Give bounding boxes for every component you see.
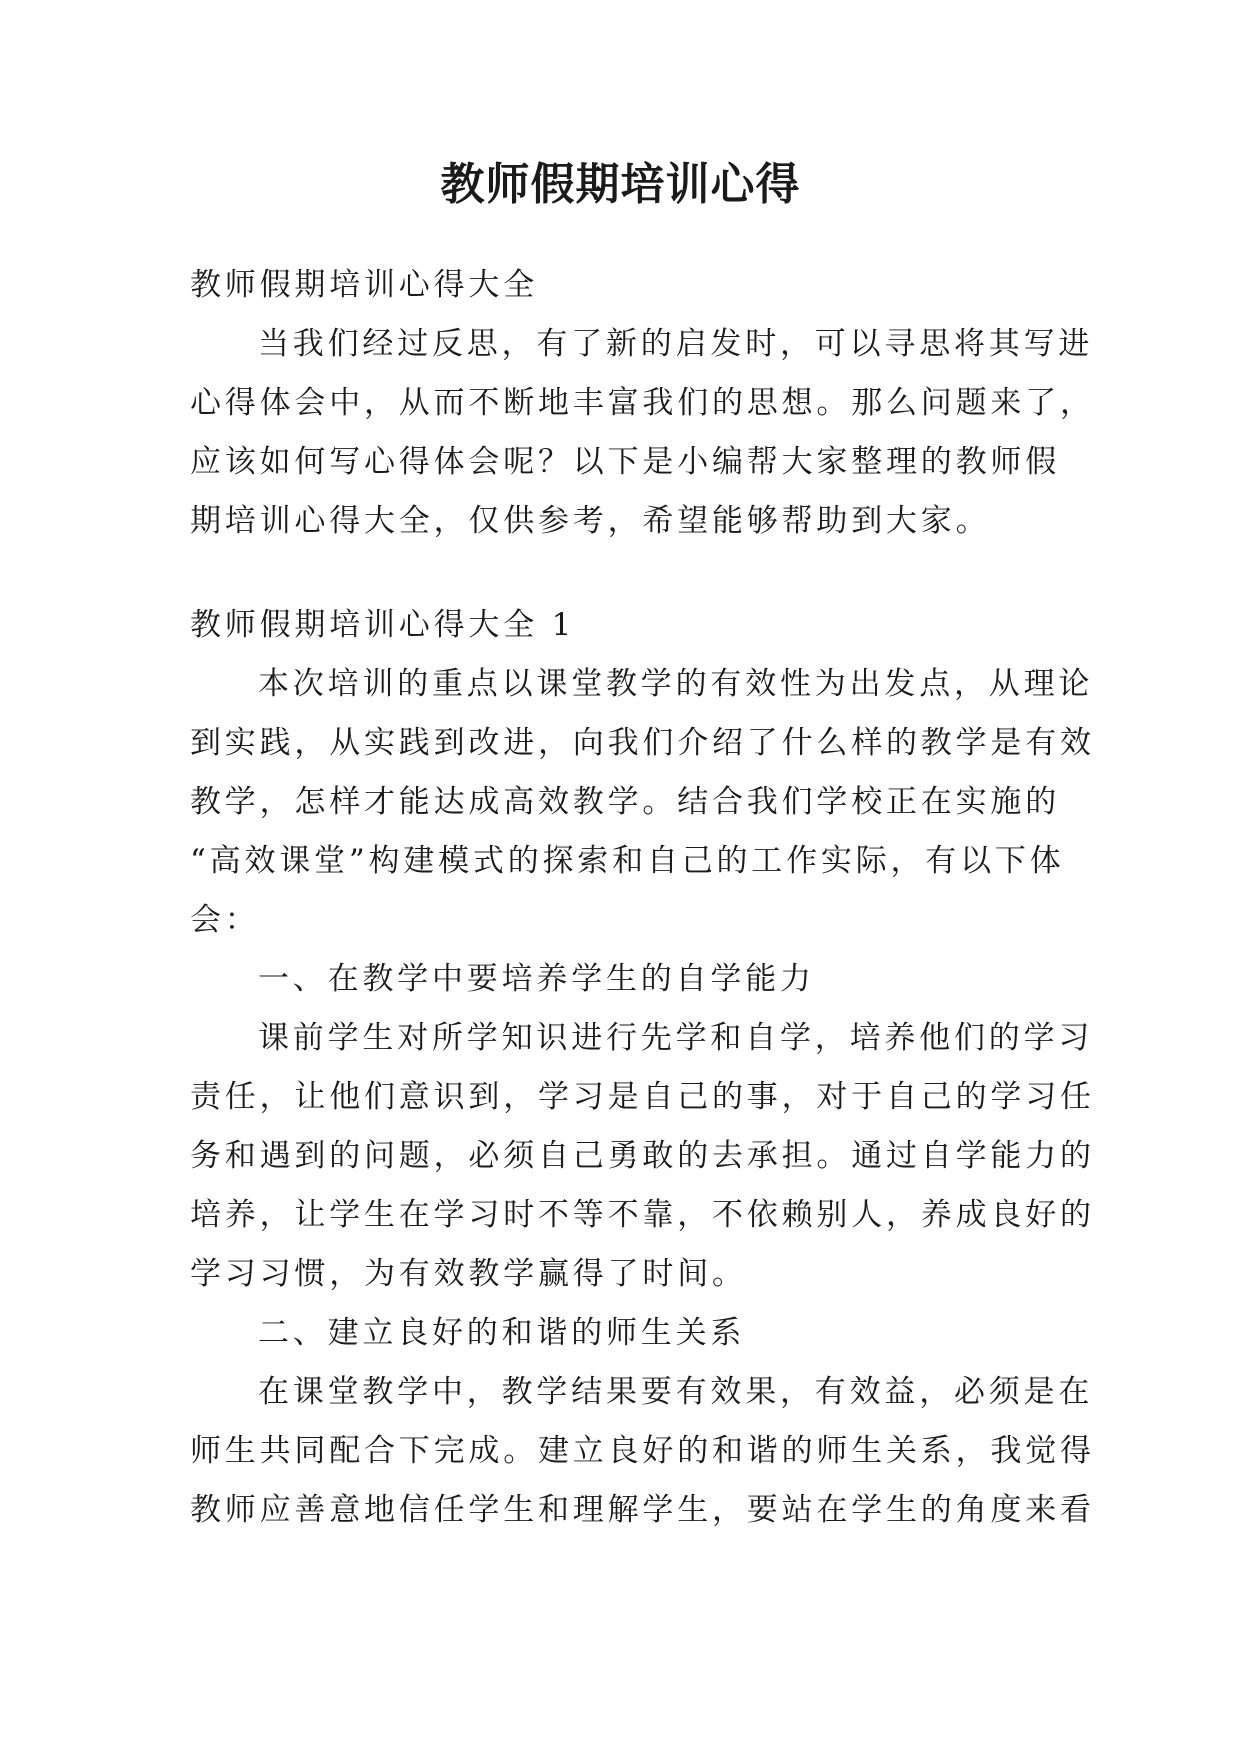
- text-line: 本次培训的重点以课堂教学的有效性为出发点，从理论: [258, 666, 1094, 702]
- text-line: 会：: [190, 902, 260, 938]
- text-line: 在课堂教学中，教学结果要有效果，有效益，必须是在: [258, 1374, 1094, 1410]
- text-line: 学习习惯，为有效教学赢得了时间。: [190, 1256, 747, 1292]
- text-line: 教师假期培训心得大全: [190, 267, 538, 303]
- text-line: 期培训心得大全，仅供参考，希望能够帮助到大家。: [190, 503, 991, 539]
- text-line: “高效课堂”构建模式的探索和自己的工作实际，有以下体: [190, 843, 1065, 879]
- text-line: 教学，怎样才能达成高效教学。结合我们学校正在实施的: [190, 784, 1060, 820]
- text-line: 教师应善意地信任学生和理解学生，要站在学生的角度来看: [190, 1492, 1095, 1528]
- text-line: 一、在教学中要培养学生的自学能力: [258, 961, 815, 997]
- text-line: 培养，让学生在学习时不等不靠，不依赖别人，养成良好的: [190, 1197, 1095, 1233]
- text-line: 到实践，从实践到改进，向我们介绍了什么样的教学是有效: [190, 725, 1095, 761]
- paragraph-gap: [190, 551, 1070, 596]
- document-title: 教师假期培训心得: [440, 159, 801, 210]
- document-body: [190, 256, 1095, 1540]
- text-line: 课前学生对所学知识进行先学和自学，培养他们的学习: [258, 1020, 1094, 1056]
- text-line: 师生共同配合下完成。建立良好的和谐的师生关系，我觉得: [190, 1433, 1095, 1469]
- text-line: 当我们经过反思，有了新的启发时，可以寻思将其写进: [258, 326, 1094, 362]
- text-line: 教师假期培训心得大全 1: [190, 607, 576, 643]
- text-line: 心得体会中，从而不断地丰富我们的思想。那么问题来了，: [190, 385, 1095, 421]
- text-line: 应该如何写心得体会呢？以下是小编帮大家整理的教师假: [190, 444, 1060, 480]
- text-line: 责任，让他们意识到，学习是自己的事，对于自己的学习任: [190, 1079, 1095, 1115]
- text-line: 务和遇到的问题，必须自己勇敢的去承担。通过自学能力的: [190, 1138, 1095, 1174]
- text-line: 二、建立良好的和谐的师生关系: [258, 1315, 746, 1351]
